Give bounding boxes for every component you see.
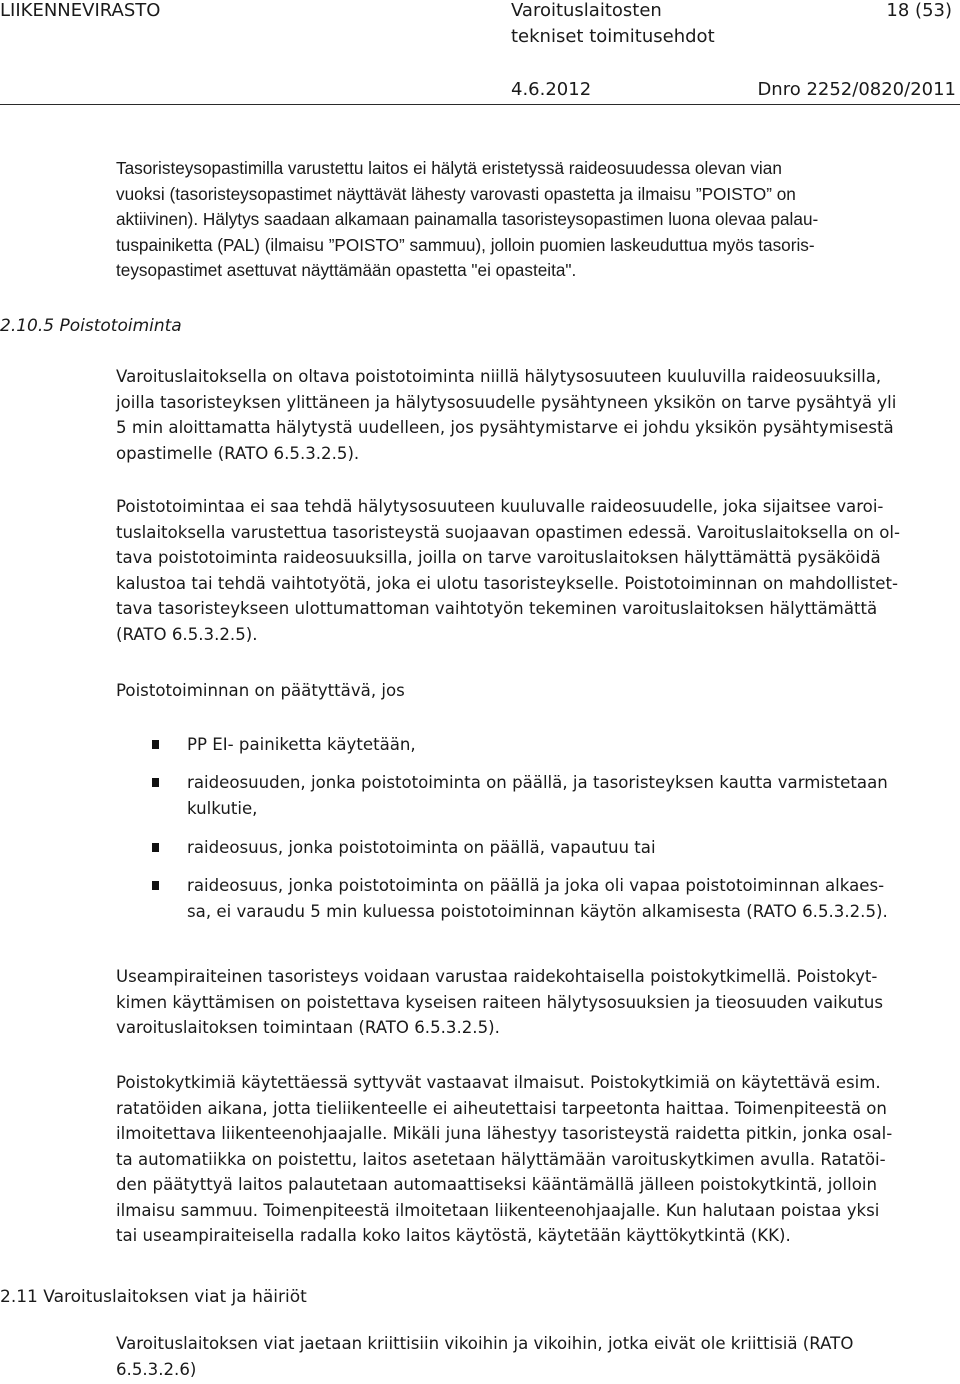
text-line: Useampiraiteinen tasoristeys voidaan varustaa raidekohtaisella poistokytkimellä. Poistokyt- [116,967,878,986]
text-line: Varoituslaitoksen viat jaetaan kriittisiin vikoihin ja vikoihin, jotka eivät ole kriittisiä (RATO [116,1334,854,1353]
text-line: ilmaisu sammuu. Toimenpiteestä ilmoitetaan liikenteenohjaajalle. Kun halutaan poistaa yksi [116,1200,880,1220]
list-item-text [187,732,416,758]
poisto-paragraph-4 [116,964,883,1041]
text-line: tava poistotoiminta raideosuuksilla, joilla on tarve varoituslaitoksen hälyttämättä pysäköidä [116,548,881,567]
text-line: (RATO 6.5.3.2.5). [116,624,258,644]
list-item-text [187,835,656,861]
header-dnro: Dnro 2252/0820/2011 [757,79,956,100]
text-line: tava tasoristeykseen ulottumattoman vaihtotyön tekeminen varoituslaitoksen hälyttämättä [116,599,878,618]
header-org: LIIKENNEVIRASTO [0,0,161,21]
viat-paragraph-1 [116,1331,853,1382]
square-bullet-icon [152,740,159,749]
text-line: ilmoitettava liikenteenohjaajalle. Mikäli juna lähestyy tasoristeystä raidetta pitkin, jonka osal- [116,1124,893,1143]
text-line: tai useampiraiteisella radalla koko laitos käytöstä, käytetään käyttökytkintä (KK). [116,1226,791,1245]
poisto-paragraph-3 [116,678,405,704]
text-line: PP EI- painiketta käytetään, [187,735,416,754]
text-line: tuspainiketta (PAL) (ilmaisu ”POISTO” sammuu), jolloin puomien laskeuduttua myös tasoris- [116,234,815,255]
header-date: 4.6.2012 [511,79,592,100]
text-line: kimen käyttämisen on poistettava kyseisen raiteen hälytysosuuksien ja tieosuuden vaikutus [116,992,884,1012]
header-doc-title-line2: tekniset toimitusehdot [511,26,715,47]
text-line: tuslaitoksella varustettua tasoristeystä suojaavan opastimen edessä. Varoituslaitoksella on ol- [116,522,900,542]
text-line: teysopastimet asettuvat näyttämään opastetta "ei opasteita". [116,260,577,280]
text-line: den päätyttyä laitos palautetaan automaattiseksi kääntämällä jälleen poistokytkintä, jolloin [116,1175,878,1194]
poisto-paragraph-1 [116,364,896,466]
text-line: 6.5.3.2.6) [116,1359,197,1379]
list-item-text [187,770,888,821]
poisto-paragraph-5 [116,1070,892,1249]
text-line: Poistotoiminnan on päätyttävä, jos [116,681,405,700]
text-line: Varoituslaitoksella on oltava poistotoiminta niillä hälytysosuuteen kuuluvilla raideosuuksilla, [116,367,882,386]
text-line: kalustoa tai tehdä vaihtotyötä, joka ei ulotu tasoristeykselle. Poistotoiminnan on mahdollistet- [116,573,899,593]
intro-paragraph [116,156,818,284]
text-line: Poistotoimintaa ei saa tehdä hälytysosuuteen kuuluvalle raideosuudelle, joka sijaitsee varoi- [116,497,884,516]
header-page-number: 18 (53) [886,0,952,21]
text-line: raideosuus, jonka poistotoiminta on päällä, vapautuu tai [187,838,656,857]
text-line: joilla tasoristeyksen ylittäneen ja hälytysosuudelle pysähtyneen yksikön on tarve pysähtyä yli [116,392,897,412]
text-line: vuoksi (tasoristeysopastimet näyttävät lähesty varovasti opastetta ja ilmaisu ”POISTO” on [116,183,796,204]
text-line: raideosuus, jonka poistotoiminta on päällä ja joka oli vapaa poistotoiminnan alkaes- [187,876,885,895]
text-line: kulkutie, [187,798,258,818]
section-heading-2-11: 2.11 Varoituslaitoksen viat ja häiriöt [0,1287,307,1307]
square-bullet-icon [152,843,159,852]
text-line: raideosuuden, jonka poistotoiminta on päällä, ja tasoristeyksen kautta varmistetaan [187,773,888,792]
square-bullet-icon [152,778,159,787]
text-line: 5 min aloittamatta hälytystä uudelleen, jos pysähtymistarve ei johdu yksikön pysähtymisestä [116,418,894,437]
text-line: opastimelle (RATO 6.5.3.2.5). [116,443,360,463]
text-line: ta automatiikka on poistettu, laitos asetetaan hälyttämään varoituskytkimen avulla. Ratatöi- [116,1149,886,1169]
text-line: Tasoristeysopastimilla varustettu laitos ei hälytä eristetyssä raideosuudessa olevan vian [116,158,782,178]
header-doc-title-line1: Varoituslaitosten [511,0,662,21]
text-line: Poistokytkimiä käytettäessä syttyvät vastaavat ilmaisut. Poistokytkimiä on käytettävä esim. [116,1073,881,1092]
section-heading-2-10-5: 2.10.5 Poistotoiminta [0,316,182,336]
poisto-paragraph-2 [116,494,900,647]
text-line: ratatöiden aikana, jotta tieliikenteelle ei aiheutettaisi tarpeetonta haittaa. Toimenpiteestä on [116,1098,887,1118]
square-bullet-icon [152,881,159,890]
header-rule [0,104,960,105]
text-line: aktiivinen). Hälytys saadaan alkamaan painamalla tasoristeysopastimen luona olevaa palau- [116,209,819,229]
text-line: sa, ei varaudu 5 min kuluessa poistotoiminnan käytön alkamisesta (RATO 6.5.3.2.5). [187,901,888,921]
text-line: varoituslaitoksen toimintaan (RATO 6.5.3.2.5). [116,1018,500,1037]
list-item-text [187,873,888,924]
